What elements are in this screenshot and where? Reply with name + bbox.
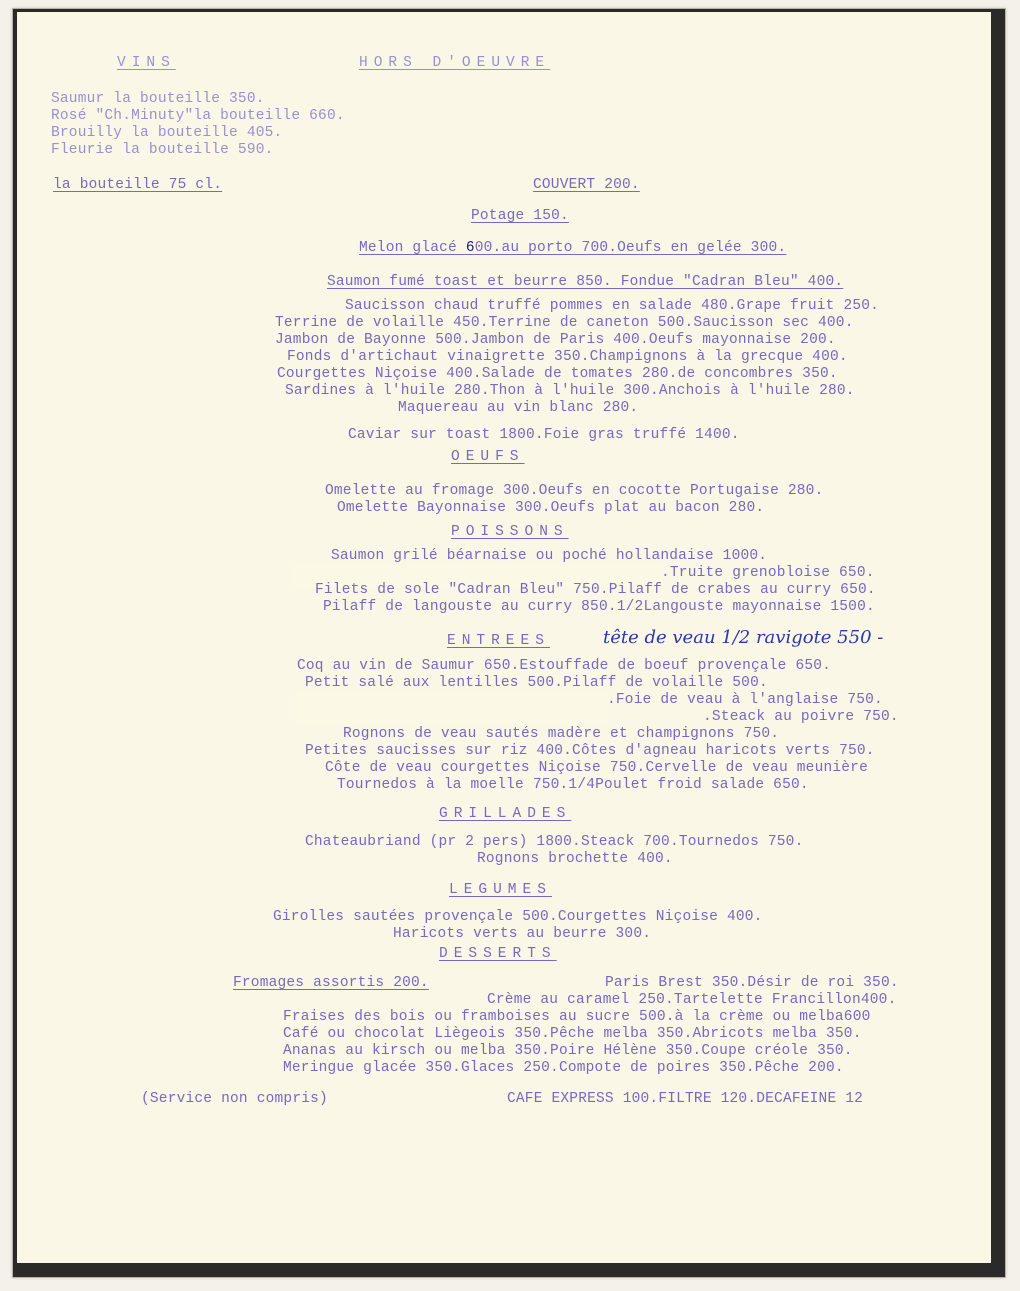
scan-border-right (991, 9, 1005, 1277)
entrees-line: Rognons de veau sautés madère et champignons 750. (343, 726, 780, 742)
desserts-line: Ananas au kirsch ou melba 350.Poire Hélène 350.Coupe créole 350. (283, 1043, 853, 1059)
entrees-line: Côte de veau courgettes Niçoise 750.Cervelle de veau meunière (325, 760, 868, 776)
legumes-line: Girolles sautées provençale 500.Courgettes Niçoise 400. (273, 909, 763, 925)
entrees-line: Petit salé aux lentilles 500.Pilaff de volaille 500. (305, 675, 768, 691)
handwritten-addition: tête de veau 1/2 ravigote 550 - (603, 627, 884, 648)
hors-doeuvre-heading: HORS D'OEUVRE (359, 55, 551, 71)
entrees-line: Coq au vin de Saumur 650.Estouffade de boeuf provençale 650. (297, 658, 832, 674)
menu-sheet (12, 8, 1006, 1278)
desserts-line: Café ou chocolat Liègeois 350.Pêche melba 350.Abricots melba 350. (283, 1026, 862, 1042)
hors-doeuvre-line: Saucisson chaud truffé pommes en salade 480.Grape fruit 250. (345, 298, 880, 314)
wine-line: Rosé "Ch.Minuty"la bouteille 660. (51, 108, 345, 124)
desserts-heading: DESSERTS (439, 946, 557, 962)
melon-text-b: 00.au porto 700.Oeufs en gelée 300. (474, 240, 787, 256)
hors-doeuvre-line: Jambon de Bayonne 500.Jambon de Paris 400.Oeufs mayonnaise 200. (275, 332, 836, 348)
wine-bottle-note: la bouteille 75 cl. (53, 177, 223, 193)
service-note: (Service non compris) (141, 1091, 328, 1107)
entrees-heading: ENTREES (447, 633, 550, 649)
poissons-line: Saumon grilé béarnaise ou poché hollandaise 1000. (331, 548, 768, 564)
scan-border-bottom (13, 1263, 1005, 1277)
oeufs-heading: OEUFS (451, 449, 525, 465)
grillades-heading: GRILLADES (439, 806, 572, 822)
desserts-line: Fraises des bois ou framboises au sucre 500.à la crème ou melba600 (283, 1009, 871, 1025)
desserts-line: Meringue glacée 350.Glaces 250.Compote de poires 350.Pêche 200. (283, 1060, 844, 1076)
hors-doeuvre-line: Terrine de volaille 450.Terrine de caneton 500.Saucisson sec 400. (275, 315, 854, 331)
desserts-line: Crème au caramel 250.Tartelette Francillon400. (487, 992, 897, 1008)
hors-doeuvre-line: Sardines à l'huile 280.Thon à l'huile 300.Anchois à l'huile 280. (285, 383, 855, 399)
fromages-item: Fromages assortis 200. (233, 975, 429, 991)
melon-handwritten-digit: 6 (465, 240, 475, 256)
hors-doeuvre-line: Courgettes Niçoise 400.Salade de tomates 280.de concombres 350. (277, 366, 838, 382)
desserts-line: Paris Brest 350.Désir de roi 350. (605, 975, 899, 991)
couvert-charge: COUVERT 200. (533, 177, 640, 193)
hors-doeuvre-line: Maquereau au vin blanc 280. (398, 400, 639, 416)
entrees-line: Petites saucisses sur riz 400.Côtes d'agneau haricots verts 750. (305, 743, 875, 759)
wine-line: Saumur la bouteille 350. (51, 91, 265, 107)
legumes-heading: LEGUMES (449, 882, 552, 898)
melon-text-a: Melon glacé (359, 240, 466, 256)
potage-item: Potage 150. (471, 208, 569, 224)
entrees-line: Tournedos à la moelle 750.1/4Poulet froid salade 650. (337, 777, 809, 793)
grillades-line: Rognons brochette 400. (477, 851, 673, 867)
wine-line: Fleurie la bouteille 590. (51, 142, 274, 158)
grillades-line: Chateaubriand (pr 2 pers) 1800.Steack 700.Tournedos 750. (305, 834, 804, 850)
vins-heading: VINS (117, 55, 176, 71)
poissons-line: .Truite grenobloise 650. (661, 565, 875, 581)
oeufs-line: Omelette Bayonnaise 300.Oeufs plat au bacon 280. (337, 500, 765, 516)
entrees-line: .Foie de veau à l'anglaise 750. (607, 692, 883, 708)
poissons-line: Pilaff de langouste au curry 850.1/2Langouste mayonnaise 1500. (323, 599, 875, 615)
entrees-line: .Steack au poivre 750. (703, 709, 899, 725)
correction-fluid-patch (295, 692, 607, 726)
saumon-fume-line: Saumon fumé toast et beurre 850. Fondue "Cadran Bleu" 400. (327, 274, 844, 290)
wine-line: Brouilly la bouteille 405. (51, 125, 283, 141)
melon-line (359, 240, 786, 256)
scan-border-left (13, 9, 17, 1277)
poissons-heading: POISSONS (451, 524, 569, 540)
legumes-line: Haricots verts au beurre 300. (393, 926, 652, 942)
poissons-line: Filets de sole "Cadran Bleu" 750.Pilaff de crabes au curry 650. (315, 582, 876, 598)
caviar-line: Caviar sur toast 1800.Foie gras truffé 1400. (348, 427, 740, 443)
oeufs-line: Omelette au fromage 300.Oeufs en cocotte Portugaise 280. (325, 483, 824, 499)
cafe-prices: CAFE EXPRESS 100.FILTRE 120.DECAFEINE 12 (507, 1091, 864, 1107)
scan-border-top (13, 9, 1005, 12)
hors-doeuvre-line: Fonds d'artichaut vinaigrette 350.Champignons à la grecque 400. (287, 349, 848, 365)
